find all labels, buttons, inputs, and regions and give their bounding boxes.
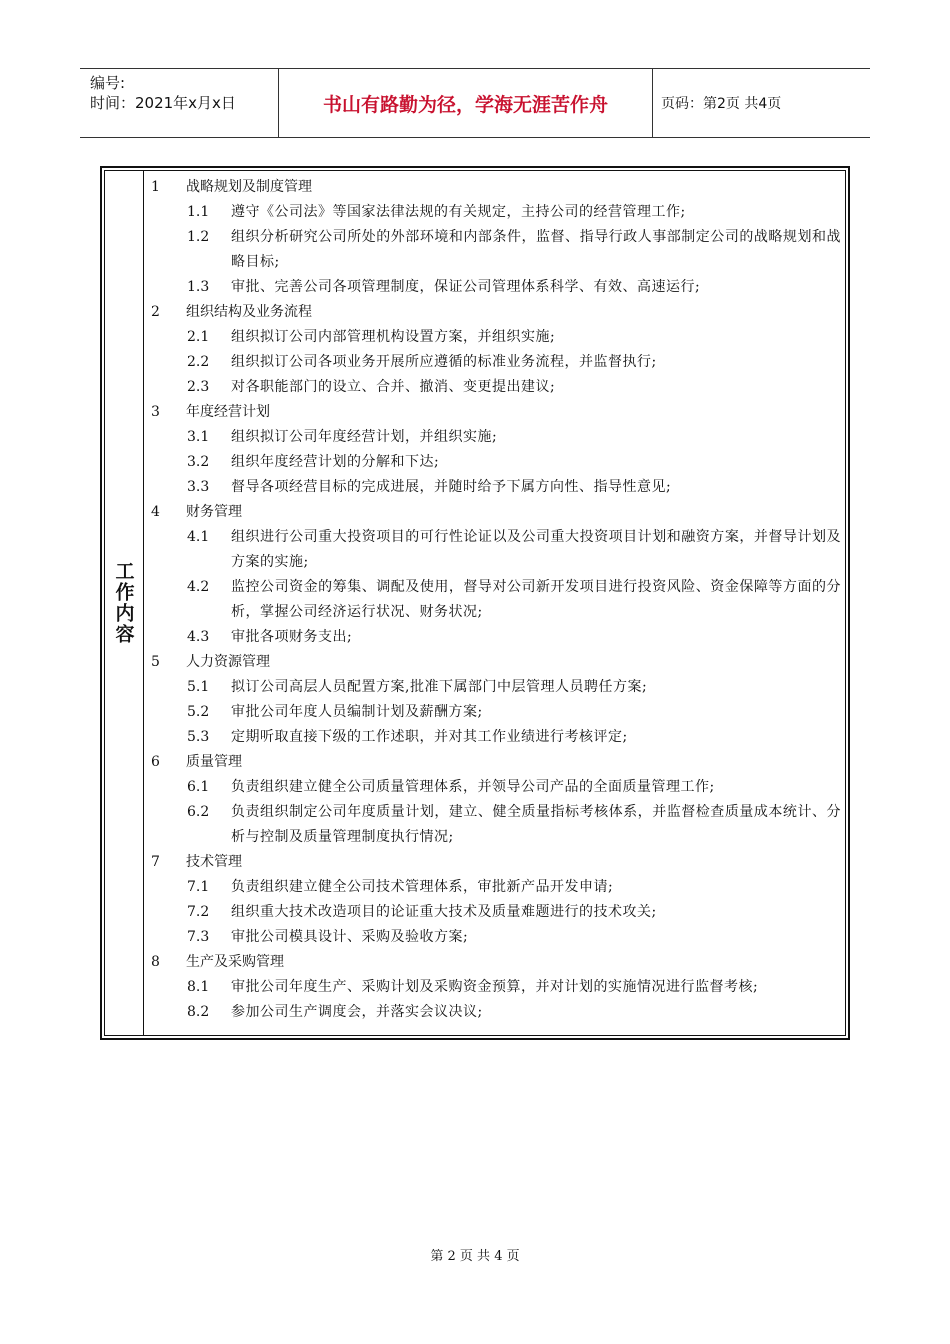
section-number: 3 [151, 404, 160, 420]
item-text: 审批公司模具设计、采购及验收方案; [231, 929, 469, 945]
list-item [143, 675, 845, 700]
item-text: 组织拟订公司各项业务开展所应遵循的标准业务流程，并监督执行; [231, 354, 657, 370]
item-number: 8.2 [187, 1004, 210, 1020]
list-item [143, 725, 845, 750]
list-item [143, 975, 845, 1000]
item-text: 审批公司年度生产、采购计划及采购资金预算，并对计划的实施情况进行监督考核; [231, 979, 759, 995]
section-title: 技术管理 [186, 854, 242, 870]
item-number: 2.3 [187, 379, 210, 395]
section-number: 7 [151, 854, 160, 870]
section-number: 6 [151, 754, 160, 770]
item-text: 审批各项财务支出; [231, 629, 353, 645]
list-item [143, 625, 845, 650]
header-motto: 书山有路勤为径，学海无涯苦作舟 [279, 69, 653, 137]
section-title: 生产及采购管理 [186, 954, 284, 970]
section-title: 组织结构及业务流程 [186, 304, 312, 320]
item-number: 2.2 [187, 354, 210, 370]
item-number: 7.1 [187, 879, 210, 895]
list-item [143, 900, 845, 925]
item-number: 6.2 [187, 804, 210, 820]
item-number: 5.2 [187, 704, 210, 720]
item-number: 8.1 [187, 979, 210, 995]
side-label-cell [105, 171, 144, 1035]
list-item [143, 450, 845, 475]
list-item [143, 700, 845, 725]
list-item [143, 800, 845, 850]
item-text: 督导各项经营目标的完成进展，并随时给予下属方向性、指导性意见; [231, 479, 672, 495]
list-item [143, 425, 845, 450]
section-number: 8 [151, 954, 160, 970]
item-number: 7.2 [187, 904, 210, 920]
content-cell [143, 175, 845, 1025]
item-text: 组织分析研究公司所处的外部环境和内部条件，监督、指导行政人事部制定公司的战略规划和战略目标; [231, 229, 841, 270]
item-text: 遵守《公司法》等国家法律法规的有关规定，主持公司的经营管理工作; [231, 204, 686, 220]
item-text: 定期听取直接下级的工作述职，并对其工作业绩进行考核评定; [231, 729, 628, 745]
item-number: 5.3 [187, 729, 210, 745]
list-item [143, 525, 845, 575]
item-text: 对各职能部门的设立、合并、撤消、变更提出建议; [231, 379, 556, 395]
section-title: 人力资源管理 [186, 654, 270, 670]
page-footer: 第 2 页 共 4 页 [430, 1249, 520, 1264]
item-number: 1.3 [187, 279, 210, 295]
item-number: 5.1 [187, 679, 210, 695]
item-number: 1.1 [187, 204, 210, 220]
time-label: 时间：2021年x月x日 [90, 94, 236, 112]
section-heading [143, 500, 845, 525]
item-number: 2.1 [187, 329, 210, 345]
section-title: 质量管理 [186, 754, 242, 770]
item-text: 审批公司年度人员编制计划及薪酬方案; [231, 704, 483, 720]
section-heading [143, 400, 845, 425]
list-item [143, 475, 845, 500]
item-number: 3.3 [187, 479, 210, 495]
item-text: 组织拟订公司内部管理机构设置方案，并组织实施; [231, 329, 556, 345]
item-number: 1.2 [187, 229, 210, 245]
list-item [143, 375, 845, 400]
list-item [143, 275, 845, 300]
list-item [143, 200, 845, 225]
item-text: 参加公司生产调度会，并落实会议决议; [231, 1004, 483, 1020]
section-heading [143, 850, 845, 875]
number-label: 编号: [90, 74, 126, 92]
section-title: 年度经营计划 [186, 404, 270, 420]
item-number: 3.2 [187, 454, 210, 470]
list-item [143, 325, 845, 350]
section-number: 2 [151, 304, 160, 320]
item-text: 监控公司资金的筹集、调配及使用，督导对公司新开发项目进行投资风险、资金保障等方面的分析，掌握公司经济运行状况、财务状况; [231, 579, 841, 620]
item-text: 负责组织建立健全公司技术管理体系，审批新产品开发申请; [231, 879, 614, 895]
item-text: 负责组织建立健全公司质量管理体系，并领导公司产品的全面质量管理工作; [231, 779, 715, 795]
item-text: 组织进行公司重大投资项目的可行性论证以及公司重大投资项目计划和融资方案，并督导计划及方案的实施; [231, 529, 841, 570]
item-number: 4.3 [187, 629, 210, 645]
section-heading [143, 175, 845, 200]
item-text: 审批、完善公司各项管理制度，保证公司管理体系科学、有效、高速运行; [231, 279, 701, 295]
section-number: 5 [151, 654, 160, 670]
job-content-table [100, 166, 850, 1040]
item-text: 负责组织制定公司年度质量计划，建立、健全质量指标考核体系，并监督检查质量成本统计、分析与控制及质量管理制度执行情况; [231, 804, 841, 845]
page-header [80, 68, 870, 138]
list-item [143, 875, 845, 900]
list-item [143, 225, 845, 275]
item-text: 组织重大技术改造项目的论证重大技术及质量难题进行的技术攻关; [231, 904, 657, 920]
table-inner-border [104, 170, 846, 1036]
header-page-info: 页码：第2页 共4页 [661, 96, 782, 112]
side-label: 工作内容 [112, 561, 135, 645]
section-heading [143, 950, 845, 975]
header-meta [80, 69, 279, 137]
section-number: 4 [151, 504, 160, 520]
list-item [143, 575, 845, 625]
list-item [143, 350, 845, 375]
list-item [143, 1000, 845, 1025]
item-number: 6.1 [187, 779, 210, 795]
item-text: 拟订公司高层人员配置方案,批准下属部门中层管理人员聘任方案; [231, 679, 648, 695]
item-text: 组织拟订公司年度经营计划，并组织实施; [231, 429, 498, 445]
item-number: 7.3 [187, 929, 210, 945]
section-heading [143, 300, 845, 325]
section-title: 战略规划及制度管理 [186, 179, 312, 195]
item-number: 4.2 [187, 579, 210, 595]
list-item [143, 775, 845, 800]
section-heading [143, 750, 845, 775]
section-title: 财务管理 [186, 504, 242, 520]
item-text: 组织年度经营计划的分解和下达; [231, 454, 440, 470]
list-item [143, 925, 845, 950]
section-number: 1 [151, 179, 160, 195]
item-number: 4.1 [187, 529, 210, 545]
section-heading [143, 650, 845, 675]
item-number: 3.1 [187, 429, 210, 445]
